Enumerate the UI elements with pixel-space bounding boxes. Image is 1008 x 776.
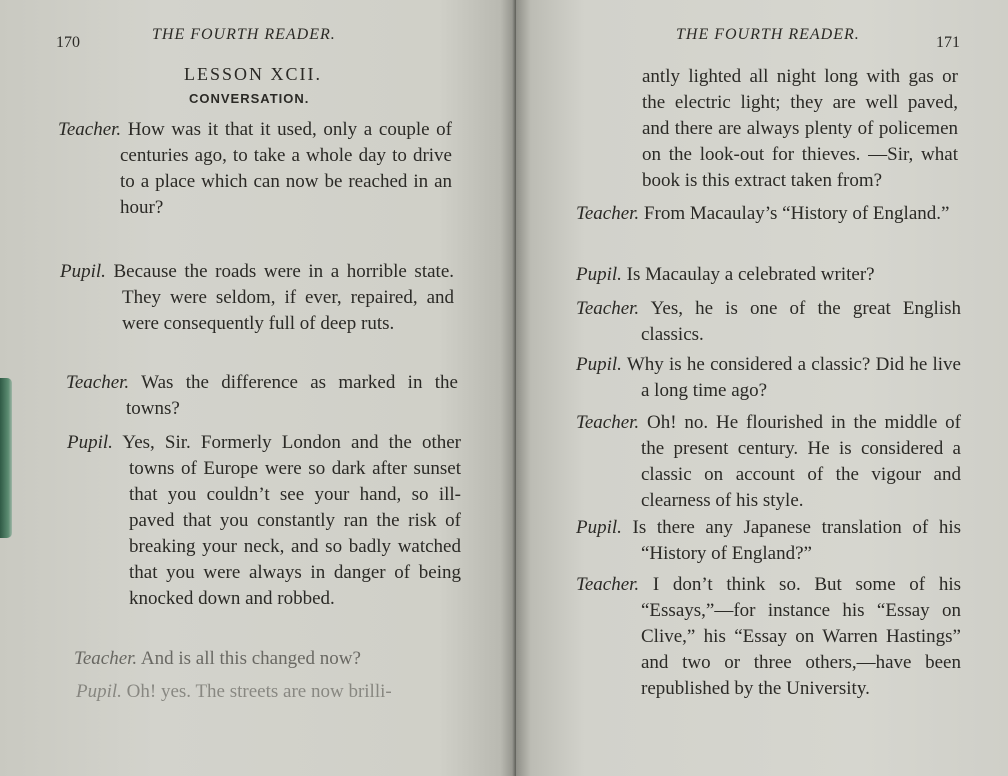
dialogue-paragraph [74,646,466,672]
dialogue-paragraph [67,430,462,612]
dialogue-paragraph [76,679,468,705]
dialogue-paragraph [576,410,961,514]
dialogue-paragraph [60,259,454,337]
dialogue-paragraph [576,572,961,702]
page-number: 170 [56,34,80,51]
speaker-label: Teacher. [576,412,640,433]
paragraph-text: Because the roads were in a horrible state. They were seldom, if ever, repaired, and were consequently full of deep ruts. [113,261,454,334]
lesson-title: LESSON XCII. [184,64,323,84]
paragraph-text: And is all this changed now? [140,648,361,669]
dialogue-paragraph [576,352,961,404]
paragraph-text: Oh! no. He flourished in the middle of the present century. He is considered a classic on account of the vigour and clearness of his style. [641,412,961,511]
speaker-label: Pupil. [67,432,113,453]
paragraph-text: Yes, he is one of the great English classics. [641,298,961,345]
dialogue-paragraph [576,262,961,288]
dialogue-paragraph [576,515,961,567]
paragraph-text: How was it that it used, only a couple of centuries ago, to take a whole day to drive to a place which can now be reached in an hour? [120,119,453,218]
paragraph-text: Is there any Japanese translation of his “History of England?” [632,517,961,564]
speaker-label: Pupil. [576,517,622,538]
paragraph-text: Yes, Sir. Formerly London and the other towns of Europe were so dark after sunset that you couldn’t see your hand, so ill-paved that you constantly ran the risk of breaking your neck, and so badly watched that you were always in danger of being knocked down and robbed. [122,432,462,609]
speaker-label: Teacher. [66,372,130,393]
running-head: THE FOURTH READER. [152,26,336,43]
lesson-subtitle: CONVERSATION. [189,91,310,106]
dialogue-paragraph [58,117,453,221]
speaker-label: Teacher. [58,119,122,140]
dialogue-paragraph [66,370,458,422]
speaker-label: Teacher. [576,298,640,319]
dialogue-paragraph [642,64,958,194]
dialogue-paragraph [576,201,961,227]
paragraph-text: I don’t think so. But some of his “Essays,”—for instance his “Essay on Clive,” his “Essay on Warren Hastings” and two or three others,—have been republished by the University. [641,574,961,699]
speaker-label: Pupil. [576,354,622,375]
speaker-label: Teacher. [576,574,640,595]
running-head: THE FOURTH READER. [676,26,860,43]
paragraph-text: Was the difference as marked in the towns? [126,372,458,419]
paragraph-text: From Macaulay’s “History of England.” [643,203,950,224]
speaker-label: Teacher. [74,648,138,669]
speaker-label: Pupil. [76,681,122,702]
speaker-label: Pupil. [576,264,622,285]
paragraph-text: Why is he considered a classic? Did he live a long time ago? [626,354,961,401]
speaker-label: Teacher. [576,203,640,224]
speaker-label: Pupil. [60,261,106,282]
bookmark-tab [0,378,12,538]
right-page [516,0,1008,776]
paragraph-text: Oh! yes. The streets are now brilli- [126,681,392,702]
page-number: 171 [936,34,960,51]
paragraph-text: antly lighted all night long with gas or the electric light; they are well paved, and there are always plenty of policemen on the look-out for thieves. —Sir, what book is this extract taken from? [642,66,958,191]
paragraph-text: Is Macaulay a celebrated writer? [626,264,875,285]
dialogue-paragraph [576,296,961,348]
